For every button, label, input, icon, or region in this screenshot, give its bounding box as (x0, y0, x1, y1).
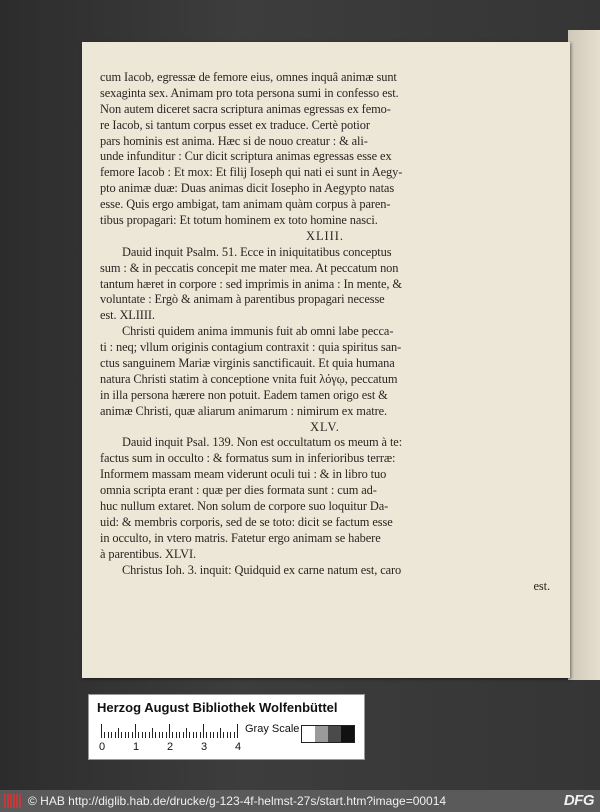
gray-swatch (328, 726, 341, 742)
dfg-logo: DFG (563, 792, 594, 809)
text-line: huc nullum extaret. Non solum de corpore suo loquitur Da- (100, 499, 389, 514)
gray-swatch (341, 726, 354, 742)
text-line: in illa persona hærere non potuit. Eadem tamen origo est & (100, 387, 388, 402)
text-line: ctus sanguinem Mariæ virginis sanctificauit. Et quia humana (100, 356, 395, 371)
ruler-tick (172, 732, 173, 738)
text-line: pto animæ duæ: Duas animas dicit Iosepho in Aegypto natas (100, 181, 395, 196)
section-heading: XLIII. (306, 228, 344, 243)
ruler-number: 1 (133, 741, 140, 753)
text-line: sum : & in peccatis concepit me mater mea. At peccatum non (100, 260, 399, 275)
ruler-tick (234, 732, 235, 738)
gray-swatch (302, 726, 315, 742)
ruler-tick (210, 732, 211, 738)
text-line: Christi quidem anima immunis fuit ab omni labe pecca- (122, 324, 394, 339)
ruler-tick (111, 732, 112, 738)
text-line: factus sum in occulto : & formatus sum in inferioribus terræ: (100, 451, 396, 466)
ruler-tick (237, 724, 238, 738)
ruler-tick (159, 732, 160, 738)
ruler-number: 2 (167, 741, 174, 753)
ruler-number: 3 (201, 741, 208, 753)
ruler-tick (193, 732, 194, 738)
text-line: animæ Christi, quæ aliarum animarum : nimirum ex matre. (100, 403, 388, 418)
ruler-tick (162, 732, 163, 738)
ruler-tick (104, 732, 105, 738)
text-line: Non autem diceret sacra scriptura animas egressas ex femo- (100, 101, 391, 116)
text-line: à parentibus. XLVI. (100, 546, 197, 561)
ruler-tick (196, 732, 197, 738)
ruler-tick (217, 732, 218, 738)
source-url-link[interactable]: © HAB http://diglib.hab.de/drucke/g-123-4f-helmst-27s/start.htm?image=00014 (28, 794, 447, 808)
ruler-tick (132, 732, 133, 738)
text-line: voluntate : Ergò & animam à parentibus propagari necesse (100, 292, 385, 307)
section-heading: XLV. (310, 419, 340, 434)
ruler-ticks (101, 722, 241, 738)
ruler-tick (118, 728, 119, 738)
text-line: omnia scripta erant : quæ per dies formata sunt : cum ad- (100, 483, 377, 498)
ruler-tick (121, 732, 122, 738)
text-line: in occulto, in vtero matris. Fatetur ergo animam se habere (100, 530, 381, 545)
facing-page-edge (568, 30, 600, 680)
ruler-tick (128, 732, 129, 738)
ruler-tick (213, 732, 214, 738)
text-line: femore Iacob : Et mox: Et filij Ioseph qui nati ei sunt in Aegy- (100, 165, 403, 180)
ruler-number: 0 (99, 741, 106, 753)
book-page (82, 42, 570, 678)
text-line: est. XLIIII. (100, 308, 155, 323)
ruler-tick (166, 732, 167, 738)
text-line: pars hominis est anima. Hæc si de nouo creatur : & ali- (100, 133, 368, 148)
ruler-tick (179, 732, 180, 738)
text-line: esse. Quis ergo ambigat, tam animam quàm corpus à paren- (100, 197, 391, 212)
ruler-tick (223, 732, 224, 738)
text-line: est. (533, 578, 550, 593)
ruler-number: 4 (235, 741, 242, 753)
color-scale-ruler (88, 694, 365, 760)
ruler-tick (142, 732, 143, 738)
ruler-tick (149, 732, 150, 738)
text-line: Informem massam meam viderunt oculi tui : & in libro tuo (100, 467, 387, 482)
gray-scale-label: Gray Scale (245, 723, 300, 735)
text-line: Christus Ioh. 3. inquit: Quidquid ex carne natum est, caro (122, 562, 402, 577)
ruler-tick (186, 728, 187, 738)
text-line: tantum hæret in corpore : sed imprimis in anima : In mente, & (100, 276, 402, 291)
gray-swatches (301, 725, 355, 743)
text-line: Dauid inquit Psalm. 51. Ecce in iniquitatibus conceptus (122, 244, 392, 259)
ruler-tick (115, 732, 116, 738)
hab-logo-icon (4, 794, 22, 808)
ruler-tick (169, 724, 170, 738)
text-line: natura Christi statim à conceptione vnita fuit λόγῳ, peccatum (100, 371, 398, 386)
text-line: ti : neq; vllum originis contagium contraxit : quia spiritus san- (100, 340, 402, 355)
library-name: Herzog August Bibliothek Wolfenbüttel (97, 700, 338, 715)
viewer-footer (0, 790, 600, 812)
ruler-tick (203, 724, 204, 738)
ruler-tick (152, 728, 153, 738)
ruler-tick (220, 728, 221, 738)
ruler-tick (176, 732, 177, 738)
ruler-tick (138, 732, 139, 738)
ruler-tick (101, 724, 102, 738)
text-line: cum Iacob, egressæ de femore eius, omnes inquâ animæ sunt (100, 70, 397, 84)
ruler-tick (125, 732, 126, 738)
page-text (100, 70, 550, 594)
text-line: unde infunditur : Cur dicit scriptura animas egressas esse ex (100, 149, 392, 164)
ruler-tick (135, 724, 136, 738)
ruler-tick (155, 732, 156, 738)
text-line: uid: & membris corporis, sed de se toto: dicit se factum esse (100, 514, 393, 529)
ruler-tick (108, 732, 109, 738)
ruler-tick (145, 732, 146, 738)
text-line: tibus propagari: Et totum hominem ex toto homine nasci. (100, 213, 378, 228)
ruler-tick (183, 732, 184, 738)
ruler-tick (230, 732, 231, 738)
ruler-tick (227, 732, 228, 738)
ruler-tick (206, 732, 207, 738)
text-line: re Iacob, si tantum corpus esset ex traduce. Certè potior (100, 117, 370, 132)
text-line: sexaginta sex. Animam pro tota persona sumi in confesso est. (100, 85, 399, 100)
ruler-tick (189, 732, 190, 738)
text-line: Dauid inquit Psal. 139. Non est occultatum os meum à te: (122, 435, 403, 450)
ruler-tick (200, 732, 201, 738)
gray-swatch (315, 726, 328, 742)
